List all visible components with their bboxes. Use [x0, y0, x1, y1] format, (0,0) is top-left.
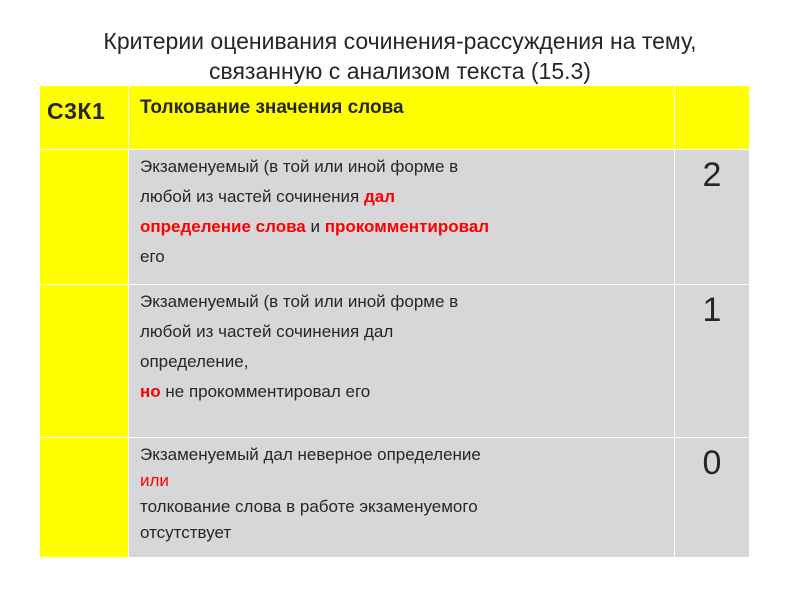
row-description-cell [129, 285, 675, 438]
row-description-cell [129, 438, 675, 558]
highlighted-text: но [140, 382, 161, 401]
row-code-cell [40, 438, 129, 558]
row-score-cell [675, 285, 750, 438]
criteria-table [39, 85, 750, 558]
highlighted-text: определение слова [140, 217, 306, 236]
criterion-code: С3К1 [47, 98, 106, 124]
highlighted-text: прокомментировал [324, 217, 490, 236]
description-line: Экзаменуемый дал неверное определение [140, 445, 481, 464]
table-row [40, 150, 750, 285]
table-row [40, 438, 750, 558]
description-line: любой из частей сочинения дал [140, 322, 394, 341]
row-description-cell [129, 150, 675, 285]
slide-title [40, 26, 760, 86]
row-score-cell [675, 438, 750, 558]
row-code-cell [40, 150, 129, 285]
header-criterion-cell [129, 86, 675, 150]
description-line: толкование слова в работе экзаменуемого [140, 497, 478, 516]
row-score-cell [675, 150, 750, 285]
score-value: 0 [702, 444, 722, 482]
highlighted-text: или [140, 471, 169, 490]
description-line [140, 377, 668, 407]
header-score-cell [675, 86, 750, 150]
row-description [129, 438, 674, 546]
description-line [140, 182, 668, 212]
description-line: Экзаменуемый (в той или иной форме в [140, 292, 459, 311]
description-line: его [140, 247, 165, 266]
description-text: не прокомментировал его [160, 382, 371, 401]
criterion-title: Толкование значения слова [140, 97, 404, 118]
description-line: определение, [140, 352, 249, 371]
table-header-row [40, 86, 750, 150]
highlighted-text: дал [363, 187, 396, 206]
slide-title-line-1: Критерии оценивания сочинения-рассуждения на тему, [103, 28, 697, 54]
description-line: отсутствует [140, 523, 232, 542]
score-value: 2 [702, 156, 722, 194]
header-code-cell [40, 86, 129, 150]
description-line: Экзаменуемый (в той или иной форме в [140, 157, 459, 176]
row-code-cell [40, 285, 129, 438]
row-description [129, 285, 674, 407]
description-line [140, 212, 668, 242]
description-text: любой из частей сочинения [140, 187, 364, 206]
row-description [129, 150, 674, 272]
slide-title-line-2: связанную с анализом текста (15.3) [209, 58, 591, 84]
table-row [40, 285, 750, 438]
description-text: и [305, 217, 325, 236]
score-value: 1 [702, 291, 722, 329]
